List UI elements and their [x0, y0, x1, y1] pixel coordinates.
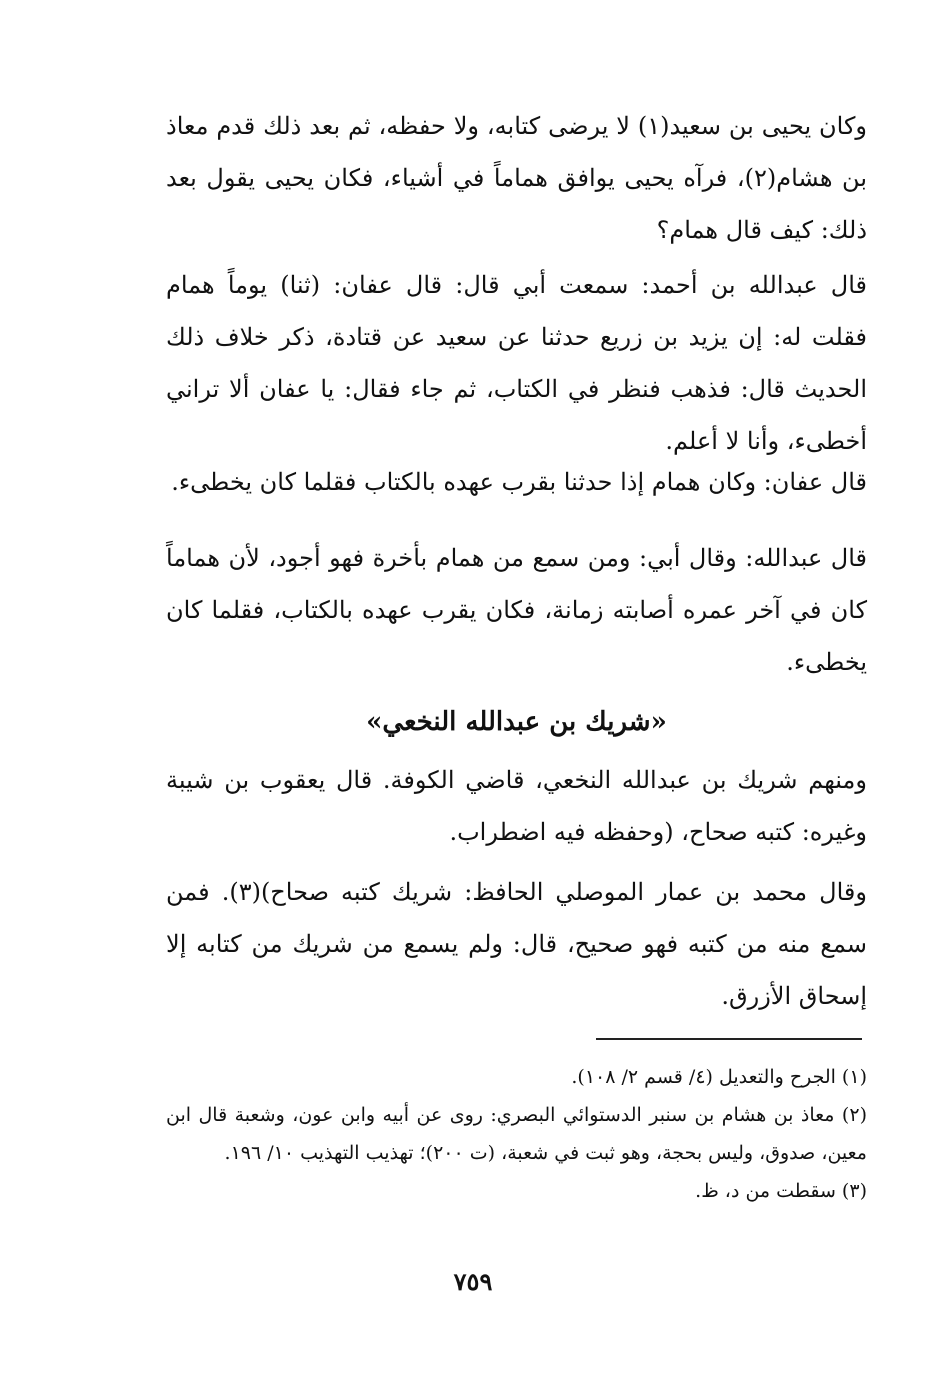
paragraph-affan-report: قال عبدالله بن أحمد: سمعت أبي قال: قال عفان: (ثنا) يوماً همام فقلت له: إن يزيد بن زريع حدثنا عن سعيد عن قتادة، ذكر خلاف ذلك الحديث قال: فذهب فنظر في الكتاب، ثم جاء فقال: يا عفان ألا تراني أخطىء، وأنا لا أعلم. [166, 271, 867, 455]
footnote-divider [596, 1038, 862, 1040]
paragraph-yahya: وكان يحيى بن سعيد(١) لا يرضى كتابه، ولا حفظه، ثم بعد ذلك قدم معاذ بن هشام(٢)، فرآه يحيى يوافق هماماً في أشياء، فكان يحيى يقول بعد ذلك: كيف قال همام؟ [166, 112, 868, 244]
paragraph-abdullah-statement: قال عبدالله: وقال أبي: ومن سمع من همام بأخرة فهو أجود، لأن هماماً كان في آخر عمره أصابته زمانة، فكان يقرب عهده بالكتاب، فقلما كان يخطىء. [166, 544, 867, 676]
footnotes [166, 1058, 867, 1210]
paragraph-ibn-ammar: وقال محمد بن عمار الموصلي الحافظ: شريك كتبه صحاح)(٣). فمن سمع منه من كتبه فهو صحيح، قال: ولم يسمع من شريك من كتابه إلا إسحاق الأزرق. [166, 878, 867, 1010]
footnote-2: (٢) معاذ بن هشام بن سنبر الدستوائي البصري: روى عن أبيه وابن عون، وشعبة قال ابن معين، صدوق، وليس بحجة، وهو ثبت في شعبة، (ت ٢٠٠)؛ تهذيب التهذيب ١٠/ ١٩٦. [166, 1104, 867, 1164]
section-heading: «شريك بن عبدالله النخعي» [366, 707, 667, 737]
footnote-1: (١) الجرح والتعديل (٤/ قسم ٢/ ١٠٨). [571, 1066, 867, 1088]
footnote-3: (٣) سقطت من د، ظ. [695, 1180, 867, 1202]
page-number: ٧٥٩ [453, 1267, 493, 1296]
paragraph-affan-statement: قال عفان: وكان همام إذا حدثنا بقرب عهده بالكتاب فقلما كان يخطىء. [171, 468, 867, 496]
paragraph-sharik-intro: ومنهم شريك بن عبدالله النخعي، قاضي الكوفة. قال يعقوب بن شيبة وغيره: كتبه صحاح، (وحفظه فيه اضطراب. [166, 766, 867, 846]
